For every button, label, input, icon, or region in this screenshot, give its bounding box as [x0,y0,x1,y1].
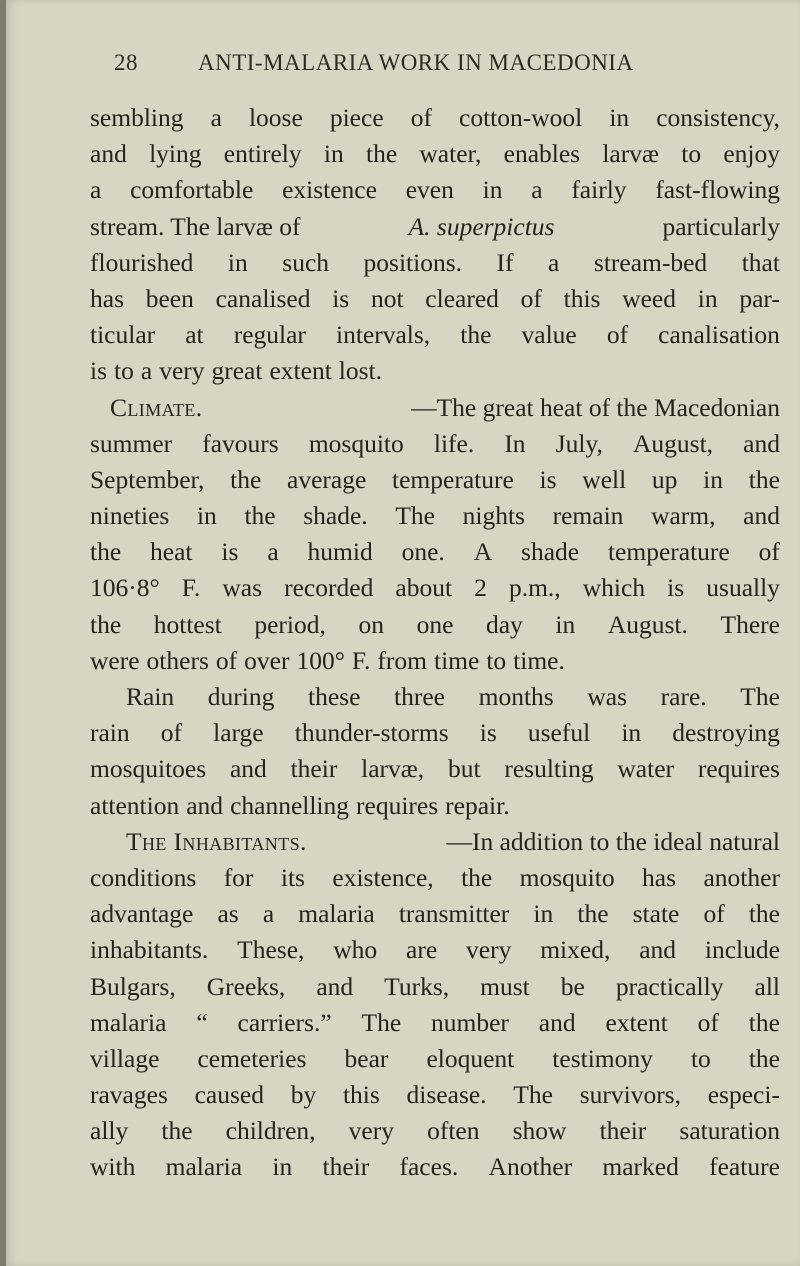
word: loose [248,103,303,132]
word: eloquent [426,1043,515,1073]
word: was [587,682,628,711]
word: has [90,283,124,313]
word: these [308,682,361,711]
word: is [479,718,497,748]
word: lost. [338,356,382,386]
word: shade. [303,501,368,531]
word: time. [513,645,565,675]
word: marked [602,1152,679,1182]
word: of [703,899,725,929]
word: their [322,1152,370,1182]
word: August, [632,428,714,458]
word: and [538,1007,576,1037]
word: practically [615,971,724,1001]
word: one [416,609,454,639]
word: faces. [399,1152,459,1182]
word: very [348,1116,394,1146]
word: There [720,609,780,639]
word: September, [90,464,205,494]
word: nights [462,501,525,531]
word: favours [202,428,279,458]
word: was [222,573,263,603]
word: positions. [363,247,463,277]
word: for [223,862,254,892]
word: caused [194,1080,264,1110]
word: fairly [571,175,627,205]
text-line [90,317,780,353]
word: requires [697,754,780,784]
word: advantage [90,899,194,929]
word: were [90,645,140,675]
word: three [394,682,445,711]
word: Greeks, [206,971,286,1001]
word: In [504,428,526,458]
word: are [406,935,438,965]
word: another [703,862,780,892]
word: Bulgars, [90,971,176,1001]
text-fragment: —In addition to the ideal natural [446,826,780,856]
word: remain [552,501,624,531]
word: one. [401,537,445,567]
word: hottest [153,609,222,639]
word: mosquito [519,862,615,892]
text-line [90,1041,780,1077]
word: enables [503,139,581,169]
word: rain [90,718,130,748]
word: to [114,356,134,386]
word: Rain [126,682,175,711]
word: the [161,1116,193,1146]
text-line [90,570,780,606]
word: piece [329,103,384,132]
word: canalisation [658,320,780,350]
word: the [230,464,262,494]
word: number [431,1007,509,1037]
word: requires [356,790,439,820]
word: such [282,247,330,277]
word: a [531,175,543,205]
word: the [577,899,609,929]
text-line [90,353,780,389]
word: malaria [90,1007,167,1037]
word: mosquito [308,428,404,458]
word: very [159,356,205,386]
word: day [485,609,523,639]
text-line [90,860,780,896]
word: this [342,1080,380,1110]
word: recorded [284,573,374,603]
word: cemeteries [197,1043,307,1073]
word: p.m., [508,573,561,603]
word: rare. [660,682,707,711]
species-name: A. superpictus [408,211,555,241]
word: well [582,464,627,494]
word: especi- [707,1080,780,1110]
word: the [748,1043,780,1073]
word: which [582,573,646,603]
word: in [697,283,718,313]
word: extent [605,1007,668,1037]
word: as [217,899,239,929]
word: “ [196,1007,208,1037]
word: over [244,645,290,675]
word: feature [709,1152,780,1182]
word: regular [233,320,306,350]
word: 106·8° [90,573,160,603]
word: humid [307,537,373,567]
word: the [460,320,492,350]
text-line [90,534,780,570]
word: is [332,283,350,313]
word: July, [555,428,603,458]
word: transmitter [398,899,510,929]
word: in [703,464,723,494]
word: destroying [672,718,780,748]
word: in [482,175,503,205]
text-line [90,824,780,860]
word: If [496,247,514,277]
word: water [617,754,675,784]
word: be [560,971,585,1001]
word: larvæ, [361,754,425,784]
word: that [741,247,780,277]
word: conditions [90,862,197,892]
word: existence, [332,862,434,892]
word: the [365,139,398,169]
word: is [90,356,108,386]
word: a [262,899,275,929]
text-line [90,209,780,245]
word: and [316,971,354,1001]
text-line [90,715,780,751]
word: 100° [296,645,345,675]
word: of [520,283,542,313]
text-line [90,1149,780,1185]
word: of [410,103,432,132]
word: period, [254,609,326,639]
word: average [287,464,367,494]
word: repair. [445,790,510,820]
text-line [90,498,780,534]
word: ravages [90,1080,168,1110]
word: value [521,320,577,350]
word: in [323,139,344,169]
word: state [632,899,680,929]
word: the [90,609,122,639]
word: mixed, [540,935,611,965]
word: attention [90,790,180,820]
word: the [244,501,276,531]
word: of [160,718,183,748]
word: A [473,537,493,567]
word: has [642,862,677,892]
word: F. [351,645,371,675]
word: on [358,609,384,639]
word: in [533,899,554,929]
word: children, [225,1116,316,1146]
word: to [681,139,702,169]
word: malaria [165,1152,243,1182]
word: very [466,935,512,965]
word: consistency, [656,103,780,132]
word: resulting [504,754,594,784]
body-text [90,100,780,1186]
word: this [563,283,601,313]
word: with [90,1152,136,1182]
word: malaria [298,899,375,929]
word: a [210,103,222,132]
word: not [370,283,404,313]
word: larvæ [602,139,659,169]
text-line [90,100,780,136]
word: the [461,862,493,892]
word: disease. [406,1080,487,1110]
word: usually [706,573,780,603]
word: Another [488,1152,573,1182]
word: up [651,464,678,494]
word: show [512,1116,567,1146]
word: at [185,320,204,350]
text-line [90,788,780,824]
word: The [513,1080,553,1110]
word: of [215,645,238,675]
page-number: 28 [114,50,138,75]
word: summer [90,428,173,458]
word: 2 [474,573,487,603]
word: existence [282,175,377,205]
word: of [606,320,629,350]
word: about [395,573,453,603]
word: Turks, [384,971,450,1001]
word: the [748,464,780,494]
word: in [196,501,217,531]
word: entirely [223,139,302,169]
word: months [478,682,554,711]
word: time [433,645,480,675]
word: channelling [230,790,350,820]
word: comfortable [130,175,254,205]
text-line [90,1005,780,1041]
text-line [90,932,780,968]
word: testimony [552,1043,653,1073]
word: water, [419,139,482,169]
word: of [697,1007,719,1037]
text-line [90,462,780,498]
section-heading-inhabitants: The Inhabitants. [126,826,307,856]
word: inhabitants. [90,935,209,965]
word: shade [521,537,580,567]
word: by [290,1080,317,1110]
word: cotton-wool [459,103,583,132]
word: heat [150,537,193,567]
word: fast-flowing [655,175,780,205]
word: must [480,971,530,1001]
word: and [743,428,780,458]
word: and [639,935,677,965]
word: sembling [90,103,184,132]
word: lying [149,139,202,169]
word: village [90,1043,160,1073]
word: useful [527,718,591,748]
word: been [145,283,194,313]
word: to [690,1043,711,1073]
word: The [395,501,435,531]
word: who [333,935,378,965]
word: These, [237,935,305,965]
word: a [548,247,560,277]
word: intervals, [336,320,431,350]
word: nineties [90,501,170,531]
word: of [758,537,780,567]
word: in [227,247,248,277]
page-header [114,50,764,86]
word: in [621,718,642,748]
section-heading-climate: Climate. [110,392,203,422]
running-head: ANTI-MALARIA WORK IN MACEDONIA [198,50,634,75]
word: include [704,935,780,965]
word: the [748,1007,780,1037]
text-line [90,245,780,281]
word: all [754,971,780,1001]
text-fragment: stream. The larvæ of [90,211,301,241]
word: bear [344,1043,389,1073]
word: in [272,1152,293,1182]
word: great [211,356,263,386]
word: their [599,1116,647,1146]
word: and [743,501,780,531]
text-line [90,896,780,932]
word: canalised [215,283,311,313]
word: from [377,645,427,675]
word: weed [622,283,677,313]
word: the [748,899,780,929]
text-line [90,1113,780,1149]
word: mosquitoes [90,754,207,784]
word: its [280,862,305,892]
text-line [90,390,780,426]
word: often [427,1116,480,1146]
word: saturation [679,1116,780,1146]
word: carriers.” [237,1007,332,1037]
word: ticular [90,320,156,350]
word: in [555,609,576,639]
text-line [90,969,780,1005]
text-line [90,751,780,787]
word: August. [607,609,688,639]
word: and [186,790,224,820]
text-line [90,1077,780,1113]
word: warm, [651,501,716,531]
word: even [405,175,454,205]
text-fragment: —The great heat of the Macedonian [411,392,780,422]
word: The [361,1007,402,1037]
text-line [90,679,780,715]
word: a [90,175,102,205]
word: their [290,754,338,784]
text-fragment: particularly [662,211,780,241]
word: the [90,537,122,567]
word: in [609,103,630,132]
word: flourished [90,247,194,277]
word: ally [90,1116,129,1146]
word: and [229,754,267,784]
word: and [90,139,127,169]
word: is [221,537,239,567]
word: during [207,682,275,711]
text-line [90,607,780,643]
word: cleared [425,283,499,313]
word: large [213,718,264,748]
word: survivors, [579,1080,681,1110]
text-line [90,136,780,172]
word: stream-bed [593,247,708,277]
text-line [90,172,780,208]
book-page [6,0,800,1266]
word: F. [181,573,201,603]
word: temperature [607,537,730,567]
word: a [267,537,279,567]
text-line [90,426,780,462]
word: to [486,645,507,675]
word: a [140,356,153,386]
word: is [667,573,685,603]
word: extent [269,356,332,386]
word: The [740,682,780,711]
word: but [447,754,481,784]
text-line [90,281,780,317]
word: is [539,464,557,494]
word: life. [433,428,475,458]
word: others [146,645,209,675]
word: temperature [392,464,514,494]
text-line [90,643,780,679]
word: par- [739,283,780,313]
word: thunder-storms [294,718,449,748]
word: enjoy [723,139,780,169]
